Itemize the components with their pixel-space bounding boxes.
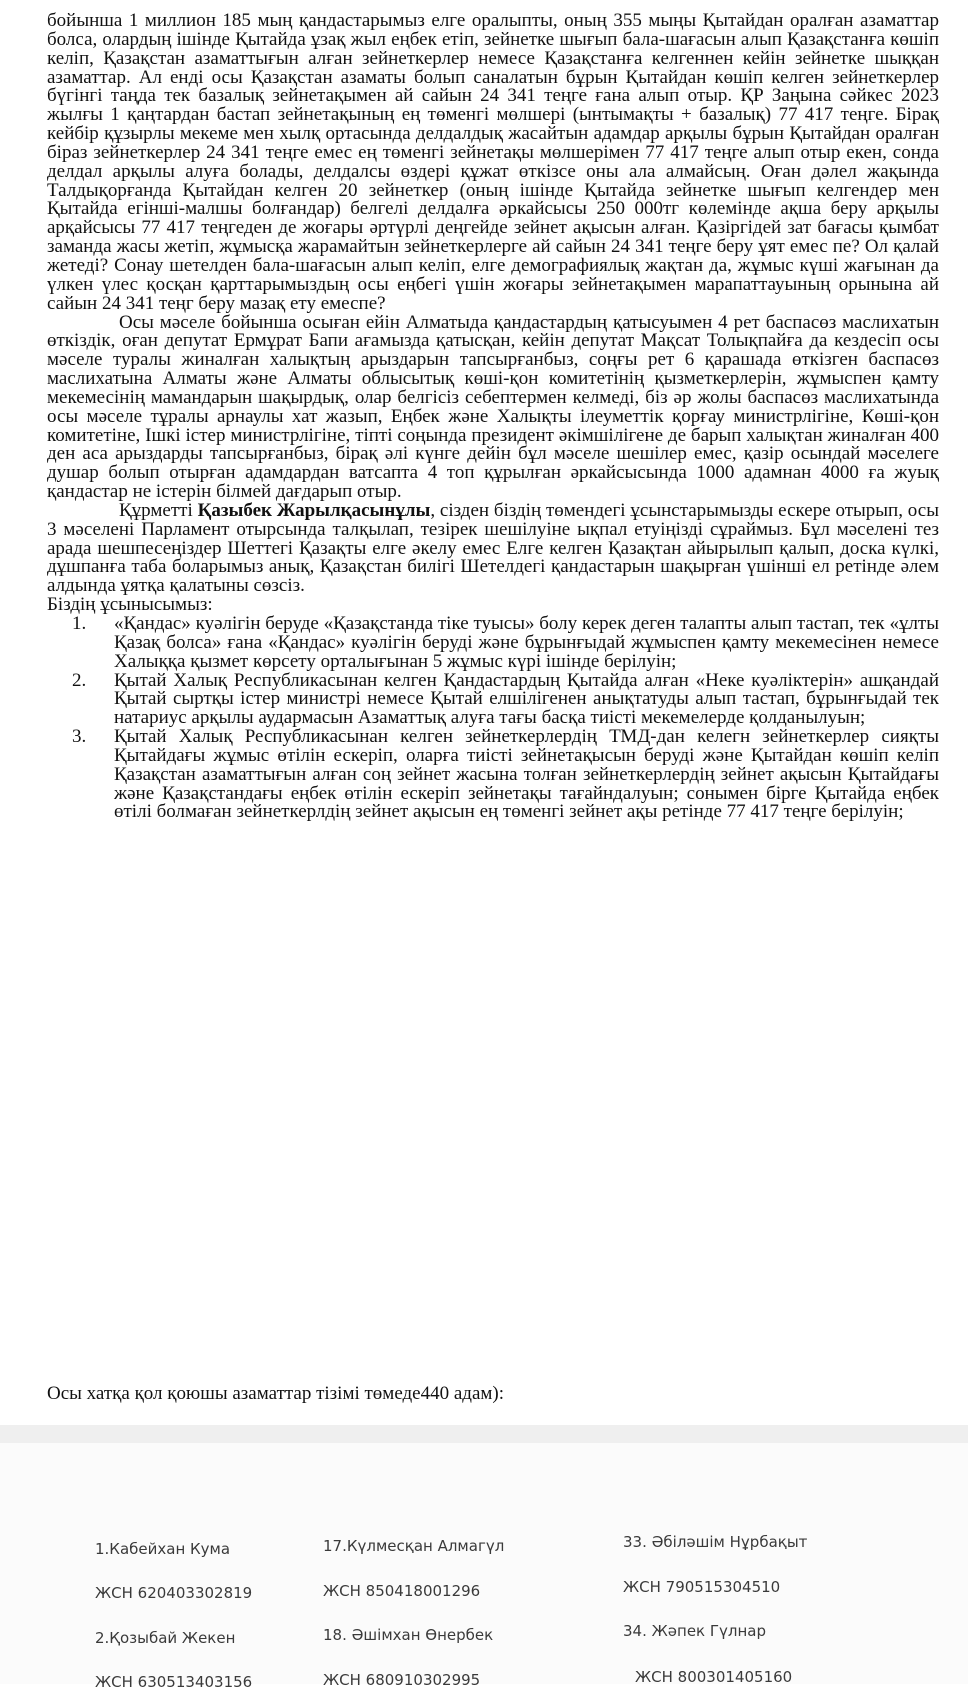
paragraph-appeal xyxy=(47,499,939,597)
signatory-name: 33. Әбіләшім Нұрбақыт xyxy=(623,1533,808,1551)
addressee-name: Қазыбек Жарылқасынұлы xyxy=(197,499,431,521)
paragraph-pension-amounts: бойынша 1 миллион 185 мың қандастарымыз елге оралыпты, оның 355 мыңы Қытайдан оралған азаматтар болса, олардың ішінде Қытайда ұзақ жыл еңбек етіп, зейнетке шығып бала-шағасын алып Қазақстанға көшіп келіп, Қазақстан азаматтығын алған зейнеткерлер немесе Қазақстанға келгеннен кейін зейнетке шыққан азаматтар. Ал енді осы Қазақстан азаматы болып саналатын бұрын Қытайдан көшіп келген зейнеткерлер бүгінгі таңда тек базалық зейнетақымен ай сайын 24 341 теңге ғана алып отыр. ҚР Заңына сәйкес 2023 жылғы 1 қаңтардан бастап зейнетақының ең төменгі мөлшері (ынтымақты + базалық) 77 417 теңге. Бірақ кейбір құзырлы мекеме мен хылқ ортасында делдалдық жасайтын адамдар арқылы бұрын Қытайдан оралған біраз зейнеткерлер 24 341 теңге емес ең төменгі зейнетақы мөлшерімен 77 417 теңге алып отыр екен, сонда делдал арқылы алуға болады, делдалсы өздері құжат өткізсе оны ала алмайсың. Оған дәлел жақында Талдықорғанда Қытайдан келген 20 зейнеткер (оның ішінде Қытайда зейнетке шығып келгендер мен Қытайда егінші-малшы болғандар) белгелі делдалға әркайсысы 250 000тг көлемінде ақша беру арқылы арқайсысы 77 417 теңгеден де жоғары әртүрлі деңгейде зейнет ақысын алған. Қазіргідей зат бағасы қымбат заманда жасы жетіп, жұмысқа жарамайтын зейнеткерлерге ай сайын 24 341 теңге беру ұят емес пе? Ол қалай жетеді? Сонау шетелден бала-шағасын алып келіп, елге демографиялық жақтан да, жұмыс күші жағынан да үлкен үлес қосқан қарттарымыздың осы еңбегі үшін жоғары зейнетақымен марапаттауының орынына ай сайын 24 341 теңг беру мазақ ету емеспе? xyxy=(47,10,939,314)
proposal-number: 3. xyxy=(72,726,87,748)
appeal-text: , сізден біздің төмендегі ұсынстарымызды ескере отырып, осы 3 мәселені Парламент отырсында талқылап, тезірек шешілуіне ықпал етуіңізді сұраймыз. Бұл мәселені тез арада шешпесеңіздер Шеттегі Қазақты елге әкелу емес Елге келген Қазақтан айырылып қалып, доска күлкі, дұшпанға таба боларымыз анық, Қазақстан билігі Шетелдегі қандастарын шақырған үшінші ел ретінде әлем алдында ұятқа қалатыны сөзсіз. xyxy=(47,499,939,597)
signatory-id: ЖСН 850418001296 xyxy=(323,1582,481,1600)
signatory-id: ЖСН 790515304510 xyxy=(623,1578,781,1596)
signatories-intro: Осы хатқа қол қоюшы азаматтар тізімі төмеде440 адам): xyxy=(47,1383,505,1404)
signatory-id: ЖСН 620403302819 xyxy=(95,1584,253,1602)
signatories-page xyxy=(0,1443,968,1691)
signatory-name: 1.Кабейхан Кума xyxy=(95,1540,231,1558)
proposal-text: Қытай Халық Республикасынан келген зейнеткерлердің ТМД-дан келегн зейнеткерлер сияқты Қытайдағы жұмыс өтілін ескеріп, оларға тиісті зейнетақысын беруді және Қытайдан көшіп келіп Қазақстан азаматтығын алған соң зейнет жасына толған зейнеткерлердің зейнет ақысын Қытайдағы және Қазақстандағы еңбек өтілін ескеріп зейнетақы тағайндалуын; сонымен бірге Қытайда еңбек өтілі болмаған зейнеткерлдің зейнет ақысын ең төменгі зейнет ақы ретінде 77 417 теңге берілуін; xyxy=(114,726,939,823)
page-separator xyxy=(0,1425,968,1443)
signatory-name: 17.Күлмесқан Алмагүл xyxy=(323,1537,505,1555)
proposals-list xyxy=(47,615,939,822)
proposal-item xyxy=(72,726,939,823)
proposal-text: «Қандас» куәлігін беруде «Қазақстанда тіке туысы» болу керек деген талапты алып тастап, тек «ұлты Қазақ болса» ғана «Қандас» куәлігін беруді және бұрынғыдай жұмыспен қамту мекемесінен немесе Халыққа қызмет көрсету орталығынан 5 жұмыс күрі ішінде берілуін; xyxy=(114,613,939,672)
signatory-id: ЖСН 630513403156 xyxy=(95,1673,253,1691)
paragraph-press-conferences: Осы мәселе бойынша осыған ейін Алматыда қандастардың қатысуымен 4 рет баспасөз маслихатын өткіздік, оған депутат Ермұрат Бапи ағамызда қатысқан, кейін депутат Мақсат Толықпайға да кездесіп осы мәселе туралы жиналған халықтың арыздарын тапсырғанбыз, соңғы рет 6 қарашада өткізген баспасөз маслихатына Алматы және Алматы облысытық көші-қон комитетінің қызметкерлерін, жұмыспен қамту мекемесінің мамандарын шақырдық, олар белгісіз себептермен келмеді, біз әр жолы баспасөз маслихатында осы мәселе тұралы арнаулы хат жазып, Еңбек және Халықты ілеуметтік қорғау министрлігіне, Көші-қон комитетіне, Ішкі істер министрлігіне, тіпті соңында президент әкімшілігене де барып халықтан жиналған 400 ден аса арыздарды тапсырғанбыз, бірақ әлі күнге дейін бұл мәселе шешілер емес, қазір осындай мәселеге душар болып отырған адамдардан ватсапта 4 топ құрылған әркайсысында 1000 адамнан 4000 ға жуық қандастар не істерін білмей дағдарып отыр. xyxy=(47,311,939,503)
appeal-prefix: Құрметті xyxy=(119,499,198,521)
signatory-id: ЖСН 800301405160 xyxy=(635,1668,793,1686)
proposal-number: 2. xyxy=(72,669,87,691)
signatory-name: 2.Қозыбай Жекен xyxy=(95,1629,236,1647)
proposal-number: 1. xyxy=(72,613,87,634)
proposal-item xyxy=(72,613,939,672)
signatory-id: ЖСН 680910302995 xyxy=(323,1671,481,1689)
signatory-name: 34. Жәпек Гүлнар xyxy=(623,1622,767,1640)
signatory-name: 18. Әшімхан Өнербек xyxy=(323,1626,494,1644)
proposal-item xyxy=(72,669,939,729)
proposal-text: Қытай Халық Республикасынан келген Қандастардың Қытайда алған «Неке куәліктерін» ашқандай Қытай сыртқы істер министрі немесе Қытай елшілігенен анықтатуды алып тастап, бұрынғыдай тек натариус арқылы аудармасын Азаматтық алуға тағы басқа тиісті мекемелерде қолданылуын; xyxy=(114,669,939,729)
proposals-heading: Біздің ұсынысымыз: xyxy=(47,594,213,616)
letter-body xyxy=(47,12,939,822)
